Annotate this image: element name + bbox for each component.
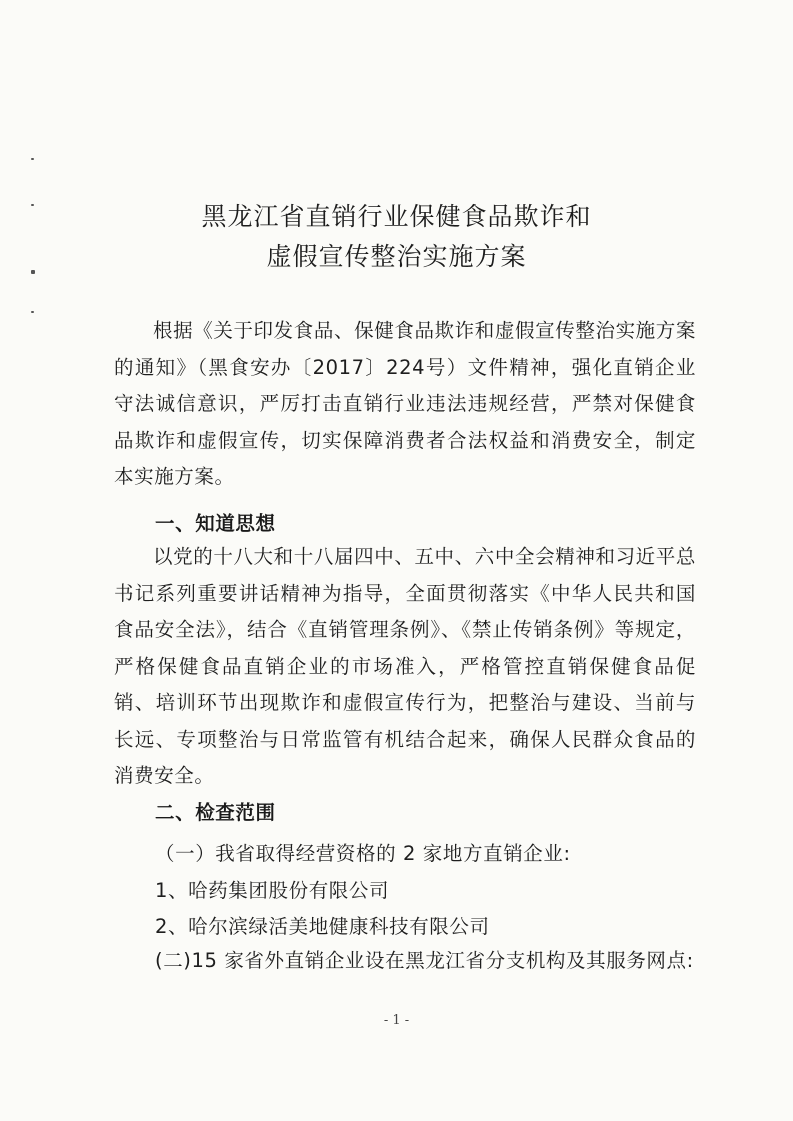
section-heading-guiding-ideology: 一、知道思想 — [155, 512, 276, 535]
page-number: - 1 - — [383, 1013, 410, 1028]
document-title-line2: 虚假宣传整治实施方案 — [266, 242, 527, 271]
scan-speck — [31, 158, 34, 160]
subsection-local-enterprises: （一）我省取得经营资格的 2 家地方直销企业: — [155, 842, 571, 865]
intro-paragraph: 根据《关于印发食品、保健食品欺诈和虚假宣传整治实施方案的通知》（黑食安办〔2017〕224号）文件精神，强化直销企业守法诚信意识，严厉打击直销行业违法违规经营，严禁对保健食品欺诈和虚假宣传，切实保障消费者合法权益和消费安全，制定本实施方案。 — [114, 319, 696, 488]
document-title-line1: 黑龙江省直销行业保健食品欺诈和 — [201, 202, 592, 231]
list-item: 2、哈尔滨绿活美地健康科技有限公司 — [155, 915, 490, 938]
subsection-external-enterprises: (二)15 家省外直销企业设在黑龙江省分支机构及其服务网点: — [155, 949, 694, 972]
section-heading-inspection-scope: 二、检查范围 — [155, 801, 276, 824]
guiding-ideology-paragraph: 以党的十八大和十八届四中、五中、六中全会精神和习近平总书记系列重要讲话精神为指导，全面贯彻落实《中华人民共和国食品安全法》，结合《直销管理条例》、《禁止传销条例》等规定，严格保健食品直销企业的市场准入，严格管控直销保健食品促销、培训环节出现欺诈和虚假宣传行为，把整治与建设、当前与长远、专项整治与日常监管有机结合起来，确保人民群众食品的消费安全。 — [114, 545, 696, 787]
scan-speck — [31, 311, 34, 313]
list-item: 1、哈药集团股份有限公司 — [155, 879, 390, 902]
